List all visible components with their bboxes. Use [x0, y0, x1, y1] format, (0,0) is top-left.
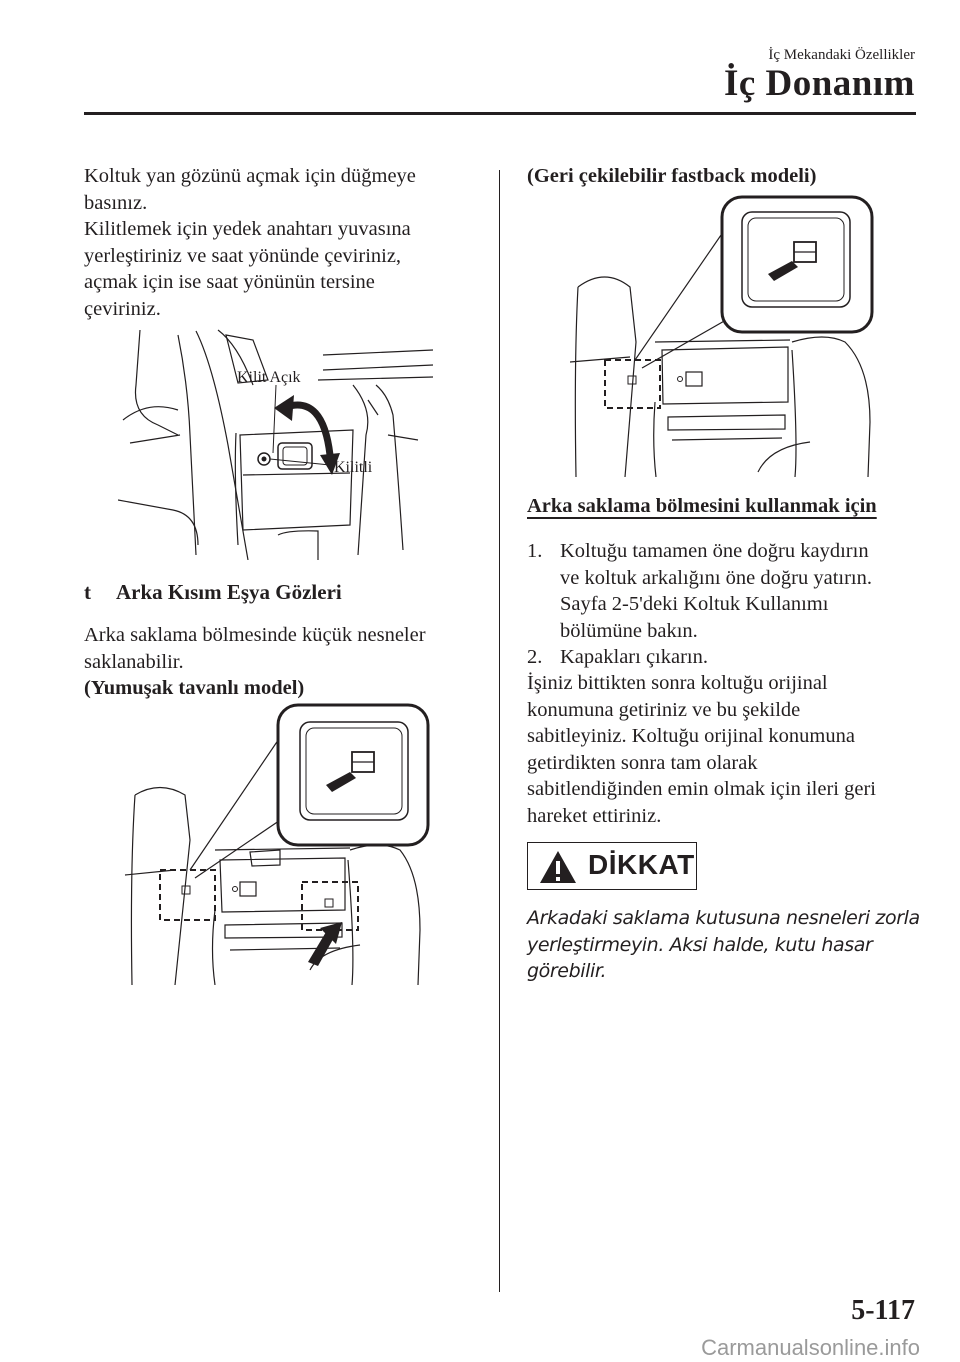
text-line: Koltuğu tamamen öne doğru kaydırın: [560, 540, 869, 562]
unlock-label: Kilit Açık: [237, 369, 301, 386]
text-line: basınız.: [84, 191, 148, 214]
text-line: Sayfa 2-5'deki Koltuk Kullanımı: [560, 593, 829, 615]
text-line: Koltuk yan gözünü açmak için düğmeye: [84, 165, 416, 187]
header-rule: [84, 112, 916, 115]
text-line: saklanabilir.: [84, 650, 184, 673]
text-line: Arka saklama bölmesinde küçük nesneler: [84, 624, 426, 646]
page-number: 5-117: [851, 1295, 915, 1326]
list-item: [527, 538, 927, 648]
text-line: getirdikten sonra tam olarak: [527, 751, 758, 774]
text-line: sabitlendiğinden emin olmak için ileri geri: [527, 778, 876, 800]
model-label-soft-top: (Yumuşak tavanlı model): [84, 677, 305, 699]
text-line: çeviriniz.: [84, 297, 161, 320]
text-line: sabitleyiniz. Koltuğu orijinal konumuna: [527, 725, 855, 747]
caution-box: [527, 842, 697, 890]
text-line: İşiniz bittikten sonra koltuğu orijinal: [527, 672, 828, 694]
list-item: [527, 644, 927, 672]
text-line: hareket ettiriniz.: [527, 804, 662, 827]
soft-top-storage-illustration: [120, 700, 440, 985]
text-line: yerleştirmeyin. Aksi halde, kutu hasar: [527, 933, 873, 956]
section-marker: t: [84, 580, 91, 604]
section-title: Arka Kısım Eşya Gözleri: [116, 580, 342, 604]
section-heading: [84, 580, 342, 605]
list-number: 1.: [527, 540, 543, 562]
text-line: Arkadaki saklama kutusuna nesneleri zorla: [527, 907, 920, 929]
warning-triangle-icon: [538, 849, 578, 885]
usage-heading: Arka saklama bölmesini kullanmak için: [527, 495, 877, 517]
section-paragraph: [84, 622, 484, 702]
intro-paragraph: [84, 163, 484, 322]
text-line: konumuna getiriniz ve bu şekilde: [527, 698, 801, 721]
lock-label: Kilitli: [334, 459, 373, 476]
after-use-paragraph: [527, 670, 927, 829]
text-line: açmak için ise saat yönünün tersine: [84, 271, 375, 293]
caution-text: [527, 905, 927, 985]
text-line: Kapakları çıkarın.: [560, 646, 708, 668]
column-divider: [499, 170, 500, 1292]
list-text: [560, 644, 940, 671]
text-line: Kilitlemek için yedek anahtarı yuvasına: [84, 218, 411, 240]
page-title: İç Donanım: [723, 63, 915, 104]
text-line: yerleştiriniz ve saat yönünde çeviriniz,: [84, 244, 402, 267]
seat-lock-illustration: [118, 325, 438, 560]
chapter-title: İç Mekandaki Özellikler: [768, 47, 915, 63]
footer-site-link[interactable]: Carmanualsonline.info: [701, 1335, 920, 1360]
text-line: görebilir.: [527, 960, 607, 982]
text-line: bölümüne bakın.: [560, 619, 698, 642]
model-label-fastback: (Geri çekilebilir fastback modeli): [527, 165, 817, 187]
list-number: 2.: [527, 646, 543, 668]
fastback-storage-illustration: [570, 192, 880, 477]
text-line: ve koltuk arkalığını öne doğru yatırın.: [560, 566, 872, 589]
list-text: [560, 538, 940, 644]
caution-label: DİKKAT: [588, 849, 695, 880]
